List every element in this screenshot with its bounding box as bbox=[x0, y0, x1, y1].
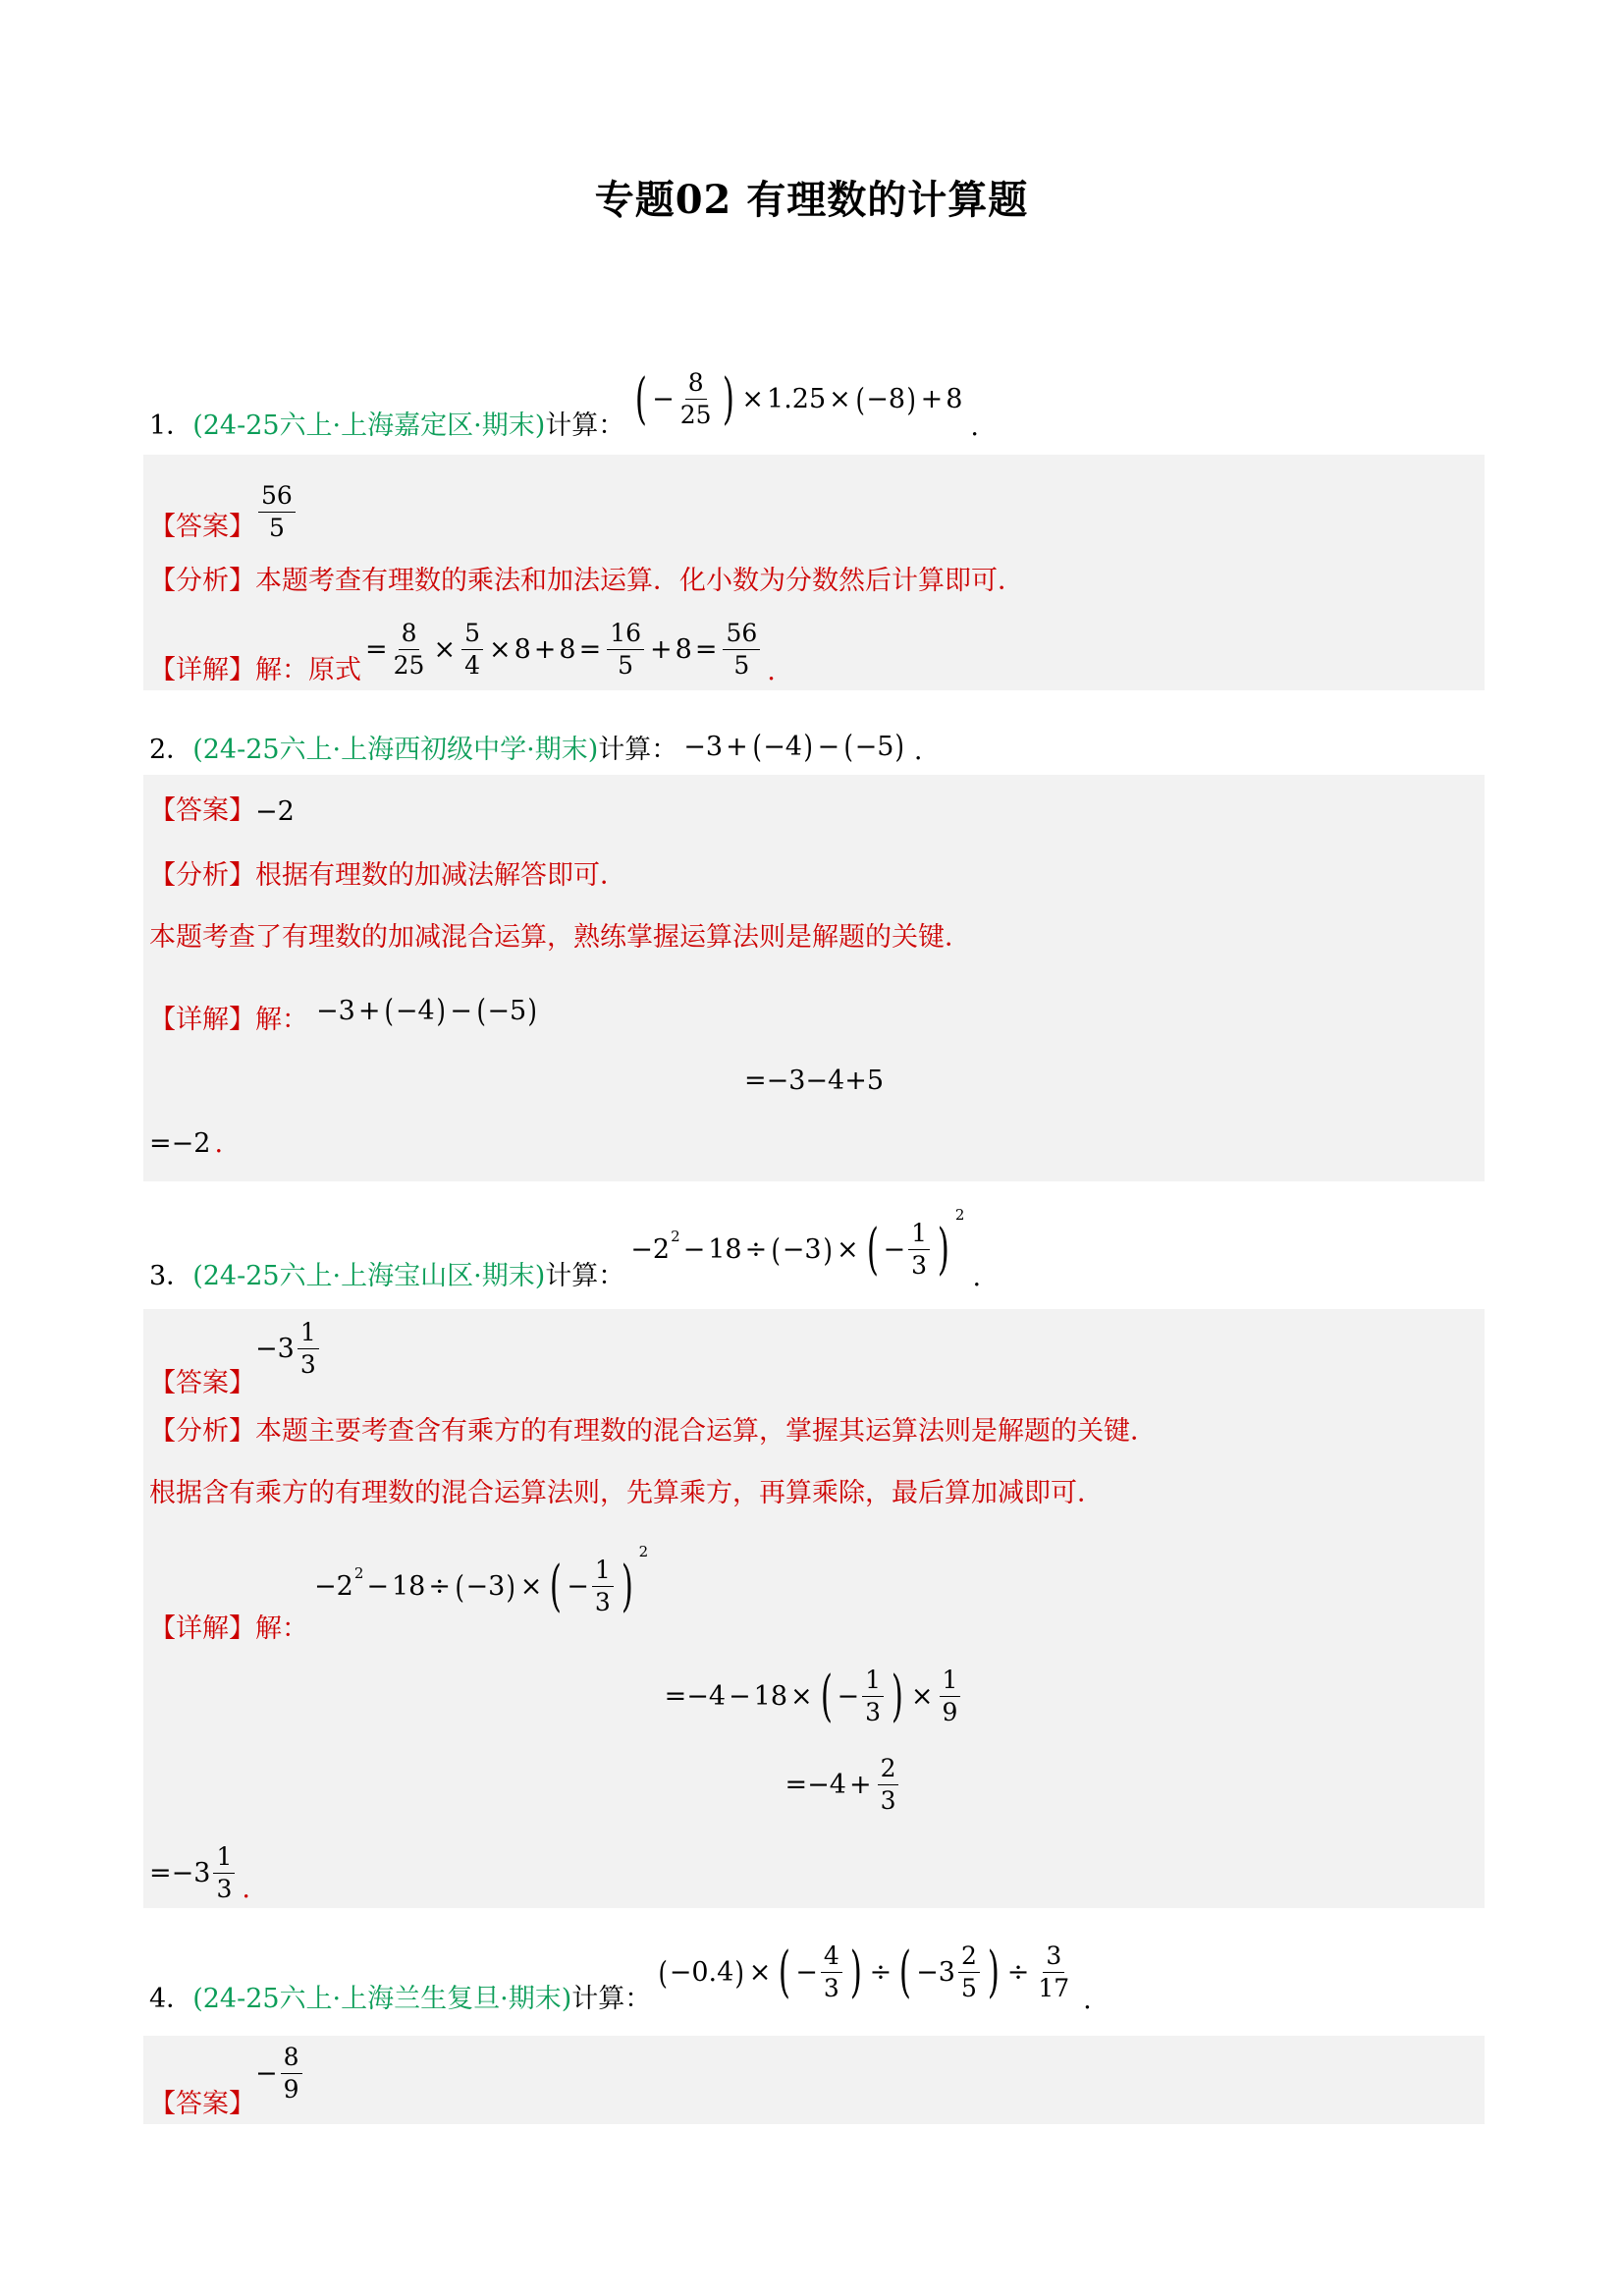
period: . bbox=[1083, 1985, 1092, 2015]
analysis-label: 【分析】 bbox=[149, 566, 255, 596]
question-prompt: 计算： bbox=[545, 410, 625, 441]
question-source: (24-25六上·上海兰生复旦·期末) bbox=[192, 1983, 572, 2014]
period: . bbox=[767, 656, 776, 686]
detail-step-row bbox=[143, 1653, 1485, 1727]
answer-value: −3 $\frac{1}{3}$ bbox=[255, 1319, 322, 1381]
detail-step-row bbox=[149, 1128, 223, 1159]
detail-step-row bbox=[143, 1741, 1485, 1816]
question-number: 3． bbox=[149, 1260, 193, 1291]
question-number: 1． bbox=[149, 410, 193, 441]
detail-step: −3 + ( −4 ) − ( −5 ) bbox=[316, 992, 538, 1029]
detail-label: 【详解】 bbox=[149, 655, 255, 685]
solution-panel-4 bbox=[143, 2036, 1485, 2124]
answer-row bbox=[149, 2040, 305, 2120]
question-expression: −3 + ( −4 ) − ( −5 ) bbox=[683, 728, 905, 765]
solution-panel-3 bbox=[143, 1309, 1485, 1908]
period: . bbox=[972, 1262, 982, 1292]
answer-label: 【答案】 bbox=[149, 2089, 255, 2119]
analysis-text: 根据含有乘方的有理数的混合运算法则，先算乘方，再算乘除，最后算加减即可． bbox=[149, 1478, 1104, 1508]
analysis-row bbox=[149, 853, 626, 892]
answer-label: 【答案】 bbox=[149, 795, 255, 826]
answer-value: − $\frac{8}{9}$ bbox=[255, 2044, 305, 2105]
answer-row bbox=[149, 463, 298, 543]
detail-row bbox=[149, 981, 539, 1036]
analysis-row-2 bbox=[149, 915, 971, 954]
page-title: 专题02 有理数的计算题 bbox=[594, 177, 1029, 223]
analysis-text: 本题主要考查含有乘方的有理数的混合运算，掌握其运算法则是解题的关键． bbox=[255, 1416, 1157, 1447]
answer-label: 【答案】 bbox=[149, 1368, 255, 1398]
question-2 bbox=[149, 638, 1524, 766]
analysis-row bbox=[149, 1409, 1157, 1448]
question-expression: ( − $\frac{8}{25}$ ) × 1.25 × ( −8 ) + 8 bbox=[635, 366, 963, 431]
detail-step-row bbox=[143, 1066, 1485, 1096]
detail-step: =−4 − 18 × ( − $\frac{1}{3}$ ) × $\frac{1}{9}$ bbox=[665, 1667, 964, 1728]
question-prompt: 计算： bbox=[545, 1260, 625, 1291]
fraction: $\frac{8}{25}$ bbox=[679, 367, 712, 430]
period: . bbox=[214, 1128, 224, 1159]
question-4 bbox=[149, 1887, 1524, 2015]
detail-row bbox=[149, 1527, 648, 1645]
question-source: (24-25六上·上海宝山区·期末) bbox=[192, 1260, 546, 1291]
question-1 bbox=[149, 314, 1524, 442]
answer-value: −2 bbox=[255, 796, 295, 827]
analysis-text: 本题考查了有理数的加减混合运算，熟练掌握运算法则是解题的关键． bbox=[149, 922, 971, 953]
detail-step: = $\frac{8}{25}$ × $\frac{5}{4}$ × 8 + 8 = $\frac{16}{5}$ + 8 = $\frac{56}{5}$ bbox=[365, 620, 763, 682]
question-expression: −2 2 − 18 ÷ ( −3 ) × ( − $\frac{1}{3}$ ) 2 bbox=[630, 1205, 965, 1282]
detail-label: 【详解】 bbox=[149, 1005, 255, 1035]
analysis-text: 本题考查有理数的乘法和加法运算．化小数为分数然后计算即可． bbox=[255, 566, 1024, 596]
question-expression: ( −0.4 ) × ( − $\frac{4}{3}$ ) ÷ ( −3 $\frac{2}{5}$ ) ÷ $\frac{3}{17}$ bbox=[658, 1940, 1070, 2004]
detail-label: 【详解】 bbox=[149, 1613, 255, 1644]
detail-prefix: 解：原式 bbox=[255, 655, 361, 685]
detail-step: −2 2 − 18 ÷ ( −3 ) × ( − $\frac{1}{3}$ ) 2 bbox=[314, 1542, 649, 1618]
detail-prefix: 解： bbox=[255, 1005, 308, 1035]
analysis-label: 【分析】 bbox=[149, 860, 255, 891]
analysis-text: 根据有理数的加减法解答即可． bbox=[255, 860, 626, 891]
question-source: (24-25六上·上海嘉定区·期末) bbox=[192, 410, 546, 441]
detail-step: =−3−4+5 bbox=[743, 1066, 885, 1096]
answer-row bbox=[149, 1315, 322, 1399]
detail-step: =−3 $\frac{1}{3}$ bbox=[149, 1843, 238, 1905]
period: . bbox=[913, 736, 923, 766]
question-number: 4． bbox=[149, 1983, 193, 2014]
answer-label: 【答案】 bbox=[149, 512, 255, 542]
analysis-row-2 bbox=[149, 1471, 1104, 1509]
question-prompt: 计算： bbox=[571, 1983, 652, 2014]
question-source: (24-25六上·上海西初级中学·期末) bbox=[192, 734, 599, 765]
fraction: $\frac{56}{5}$ bbox=[258, 482, 296, 544]
detail-prefix: 解： bbox=[255, 1613, 308, 1644]
detail-step: =−2 bbox=[149, 1128, 211, 1159]
analysis-row bbox=[149, 559, 1024, 597]
solution-panel-2 bbox=[143, 775, 1485, 1181]
question-number: 2． bbox=[149, 734, 193, 765]
question-3 bbox=[149, 1165, 1524, 1292]
period: . bbox=[970, 411, 979, 442]
question-prompt: 计算： bbox=[598, 734, 678, 765]
answer-value bbox=[255, 482, 298, 544]
analysis-label: 【分析】 bbox=[149, 1416, 255, 1447]
detail-step: =−4 + $\frac{2}{3}$ bbox=[785, 1755, 902, 1817]
answer-row bbox=[149, 789, 295, 827]
period: . bbox=[242, 1874, 250, 1904]
